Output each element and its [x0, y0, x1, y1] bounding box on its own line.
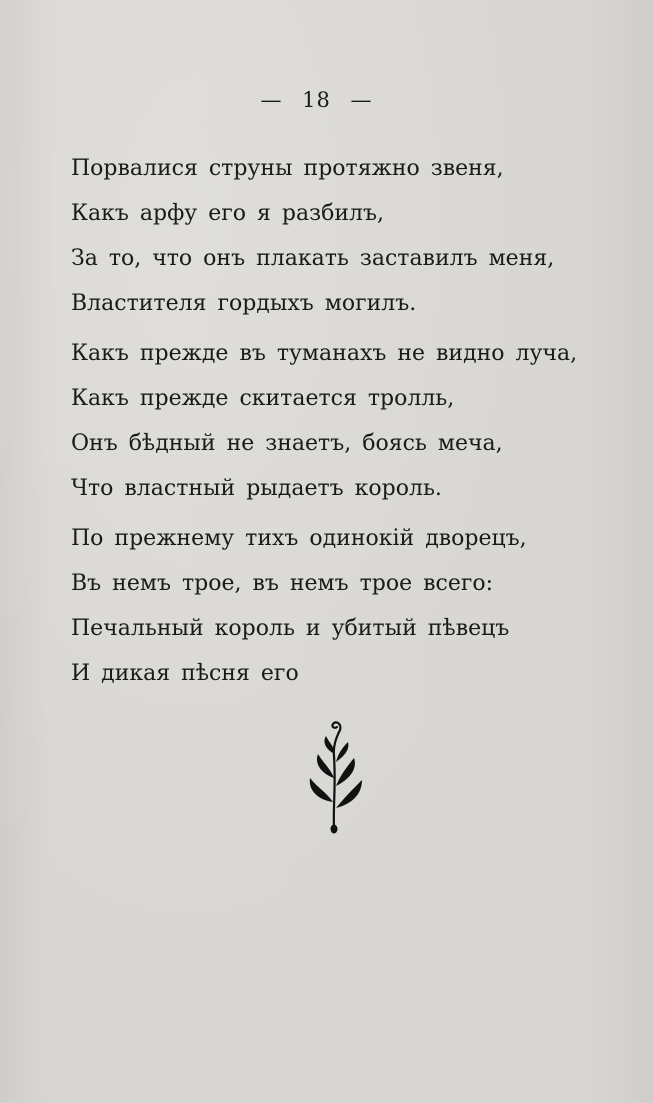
verse-line: За то, что онъ плакать заставилъ меня, — [71, 246, 555, 271]
verse-line: Какъ арфу его я разбилъ, — [71, 201, 384, 226]
verse-line: Онъ бѣдный не знаетъ, боясь меча, — [71, 431, 503, 456]
verse-line: По прежнему тихъ одинокій дворецъ, — [71, 526, 527, 551]
verse-line: Властителя гордыхъ могилъ. — [71, 291, 417, 316]
page-number: — 18 — — [260, 88, 373, 112]
floral-vignette-icon — [300, 716, 370, 836]
verse-line: Печальный король и убитый пѣвецъ — [71, 616, 510, 641]
verse-line: Порвалися струны протяжно звеня, — [71, 156, 504, 181]
verse-line: Что властный рыдаетъ король. — [71, 476, 442, 501]
stanza-3 — [71, 516, 527, 696]
stanza-2 — [71, 331, 577, 511]
verse-line: И дикая пѣсня его — [71, 661, 299, 686]
verse-line: Какъ прежде скитается тролль, — [71, 386, 455, 411]
stanza-1 — [71, 146, 554, 326]
verse-line: Въ немъ трое, въ немъ трое всего: — [71, 571, 494, 596]
verse-line: Какъ прежде въ туманахъ не видно луча, — [71, 341, 578, 366]
